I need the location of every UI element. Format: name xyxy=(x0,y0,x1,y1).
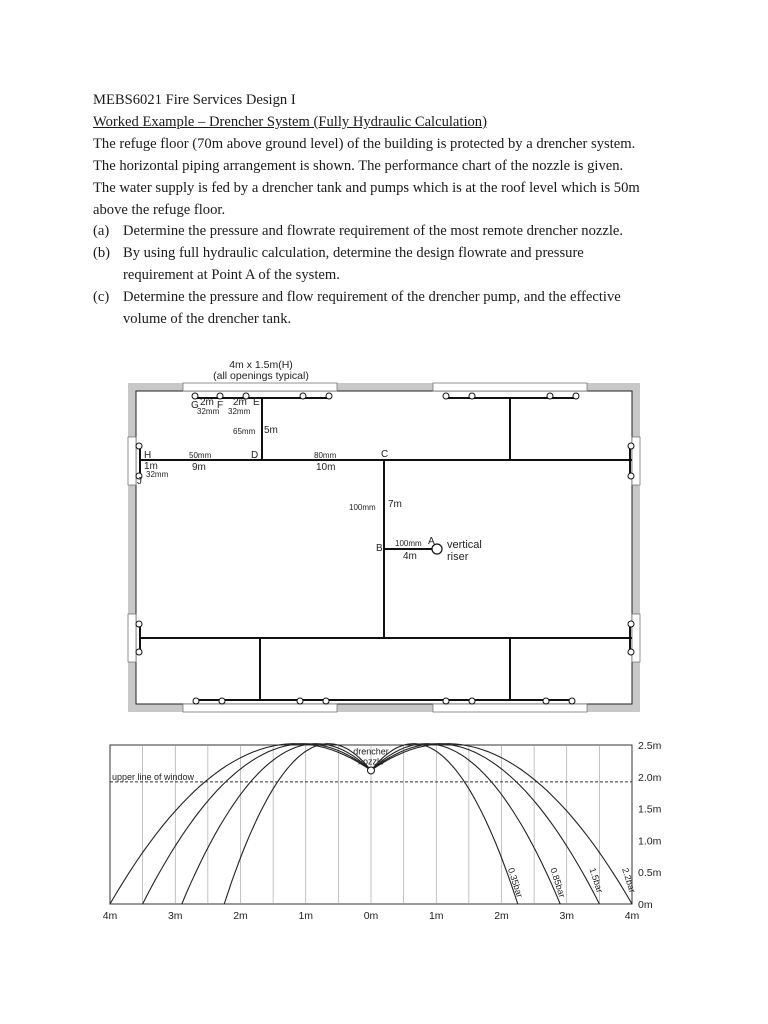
question-text: Determine the pressure and flow requirement of the drencher pump, and the effective xyxy=(123,289,621,306)
drencher-nozzle-icon xyxy=(368,767,375,774)
question-text: By using full hydraulic calculation, determine the design flowrate and pressure xyxy=(123,245,584,262)
y-tick-label: 0m xyxy=(638,899,653,911)
course-line: MEBS6021 Fire Services Design I xyxy=(93,92,296,108)
window-line-label: upper line of window xyxy=(112,771,195,782)
question-text-cont: volume of the drencher tank. xyxy=(123,311,292,328)
paragraph-line: above the refuge floor. xyxy=(93,201,226,218)
y-tick-label: 1.0m xyxy=(638,835,662,848)
question-text: Determine the pressure and flowrate requirement of the most remote drencher nozzle. xyxy=(123,223,624,240)
pipe-size: 32mm xyxy=(228,407,251,416)
nozzle-performance-chart xyxy=(0,735,768,935)
pressure-series-label: 0.35bar xyxy=(505,866,525,899)
nozzle-label: nozzle xyxy=(357,756,385,767)
pipe-size: 65mm xyxy=(233,427,256,436)
pipe-size: 80mm xyxy=(314,451,337,460)
y-tick-label: 0.5m xyxy=(638,867,662,880)
pressure-series-label: 1.5bar xyxy=(587,866,605,894)
y-tick-label: 1.5m xyxy=(638,803,662,816)
pipe-length: 7m xyxy=(388,499,402,510)
x-tick-label: 3m xyxy=(167,910,183,922)
pipe-size: 100mm xyxy=(349,503,376,512)
riser-label: riser xyxy=(447,551,469,563)
riser-label: vertical xyxy=(447,539,482,551)
x-tick-label: 1m xyxy=(428,910,444,922)
pipe-length: 9m xyxy=(192,462,206,473)
question-label: (b) xyxy=(93,245,111,262)
x-tick-label: 0m xyxy=(363,910,379,922)
paragraph-line: The refuge floor (70m above ground level) of the building is protected by a drencher system. xyxy=(93,135,636,152)
question-text-cont: requirement at Point A of the system. xyxy=(123,267,340,284)
pipe-length: 5m xyxy=(264,425,278,436)
pressure-series-label: 2.2bar xyxy=(620,866,638,894)
pipe-length: 2m xyxy=(233,397,247,408)
point-label-a: A xyxy=(428,536,435,547)
nozzle-label: drencher xyxy=(353,746,389,757)
point-label-d: D xyxy=(251,450,259,461)
pipe-length: 10m xyxy=(316,462,336,473)
point-label-g: G xyxy=(191,400,199,411)
question-label: (a) xyxy=(93,223,110,240)
point-label-c: C xyxy=(381,449,389,460)
document-title: Worked Example – Drencher System (Fully Hydraulic Calculation) xyxy=(93,113,487,130)
pressure-series-label: 0.85bar xyxy=(548,866,568,899)
paragraph-line: The water supply is fed by a drencher tank and pumps which is at the roof level which is 50m xyxy=(93,179,640,196)
point-label-f: F xyxy=(217,400,224,411)
point-label-h: H xyxy=(144,450,152,461)
x-tick-label: 4m xyxy=(102,910,118,922)
x-tick-label: 1m xyxy=(298,910,314,922)
pipe-size: 32mm xyxy=(197,407,220,416)
opening-note: 4m x 1.5m(H) xyxy=(229,359,293,371)
question-label: (c) xyxy=(93,289,110,306)
pipe-length: 2m xyxy=(200,397,214,408)
pipe-size: 50mm xyxy=(189,451,212,460)
x-tick-label: 2m xyxy=(494,910,509,922)
paragraph-line: The horizontal piping arrangement is shown. The performance chart of the nozzle is given. xyxy=(93,157,624,174)
x-tick-label: 2m xyxy=(233,910,248,922)
x-tick-label: 4m xyxy=(624,910,640,922)
point-label-b: B xyxy=(376,543,383,554)
pipe-size: 100mm xyxy=(395,539,422,548)
y-tick-label: 2.5m xyxy=(638,740,662,752)
point-label-e: E xyxy=(253,397,260,408)
y-tick-label: 2.0m xyxy=(638,771,662,784)
point-label-j: J xyxy=(137,476,142,487)
pipe-size: 32mm xyxy=(146,470,169,479)
pipe-length: 4m xyxy=(403,551,417,562)
x-tick-label: 3m xyxy=(559,910,575,922)
pipe-length: 1m xyxy=(144,461,158,472)
opening-note: (all openings typical) xyxy=(213,370,309,382)
